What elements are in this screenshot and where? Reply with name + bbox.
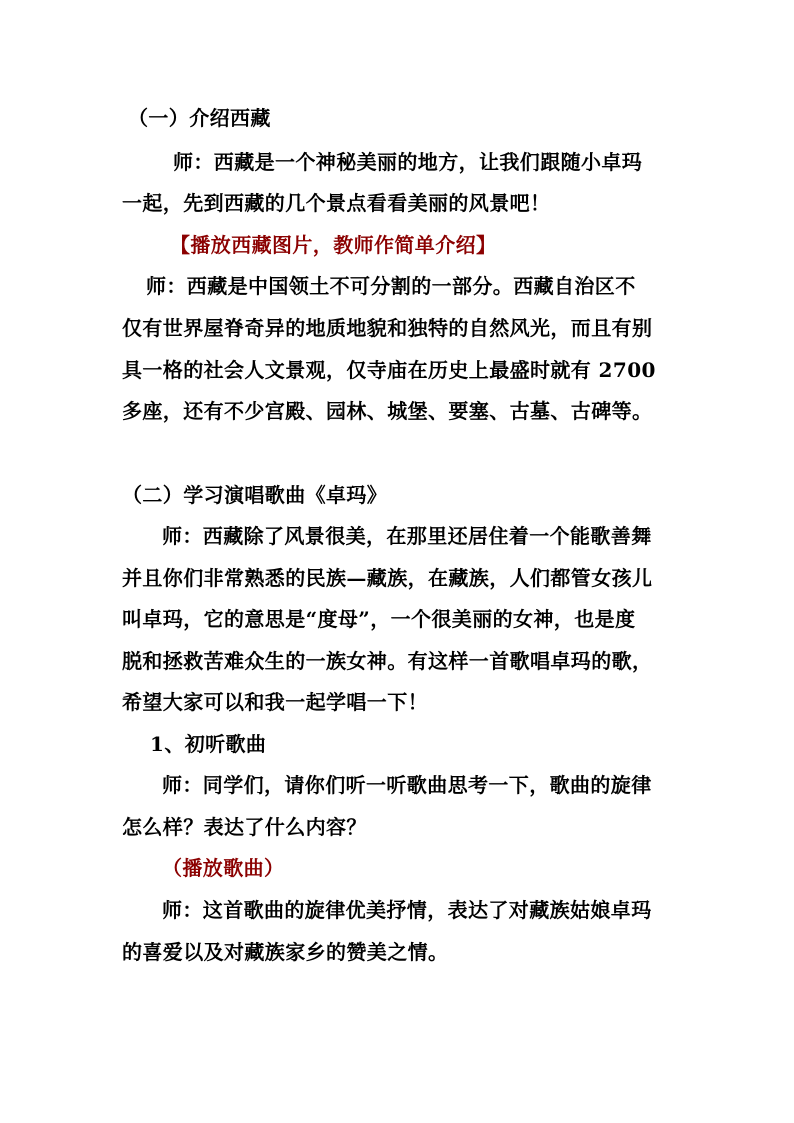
paragraph-line: 脱和拯救苦难众生的一族女神。有这样一首歌唱卓玛的歌， [122,649,653,673]
stage-direction: （播放歌曲） [162,856,285,880]
paragraph-line: 希望大家可以和我一起学唱一下！ [122,690,428,714]
paragraph-line: 具一格的社会人文景观，仅寺庙在历史上最盛时就有 2700 [122,358,656,382]
paragraph-line: 的喜爱以及对藏族家乡的赞美之情。 [122,940,449,964]
paragraph-line: 师：西藏是中国领土不可分割的一部分。西藏自治区不 [146,274,636,298]
paragraph-line: 师：同学们，请你们听一听歌曲思考一下，歌曲的旋律 [162,773,652,797]
paragraph-line: 师：西藏是一个神秘美丽的地方，让我们跟随小卓玛 [173,150,643,174]
section-heading-learn-song: （二）学习演唱歌曲《卓玛》 [122,483,388,507]
paragraph-line: 师：这首歌曲的旋律优美抒情，表达了对藏族姑娘卓玛 [162,898,652,922]
paragraph-line: 多座，还有不少宫殿、园林、城堡、要塞、古墓、古碑等。 [122,399,653,423]
paragraph-line: 并且你们非常熟悉的民族—藏族，在藏族，人们都管女孩儿 [122,566,653,590]
section-heading-intro-tibet: （一）介绍西藏 [128,106,271,130]
paragraph-line: 叫卓玛，它的意思是“度母”，一个很美丽的女神，也是度 [122,607,636,631]
paragraph-line: 仅有世界屋脊奇异的地质地貌和独特的自然风光，而且有别 [122,316,653,340]
paragraph-line: 师：西藏除了风景很美，在那里还居住着一个能歌善舞 [162,524,652,548]
sub-heading-first-listen: 1、初听歌曲 [150,732,267,756]
stage-direction: 【播放西藏图片，教师作简单介绍】 [170,233,497,257]
paragraph-line: 一起，先到西藏的几个景点看看美丽的风景吧！ [122,191,551,215]
paragraph-line: 怎么样？表达了什么内容？ [122,815,367,839]
